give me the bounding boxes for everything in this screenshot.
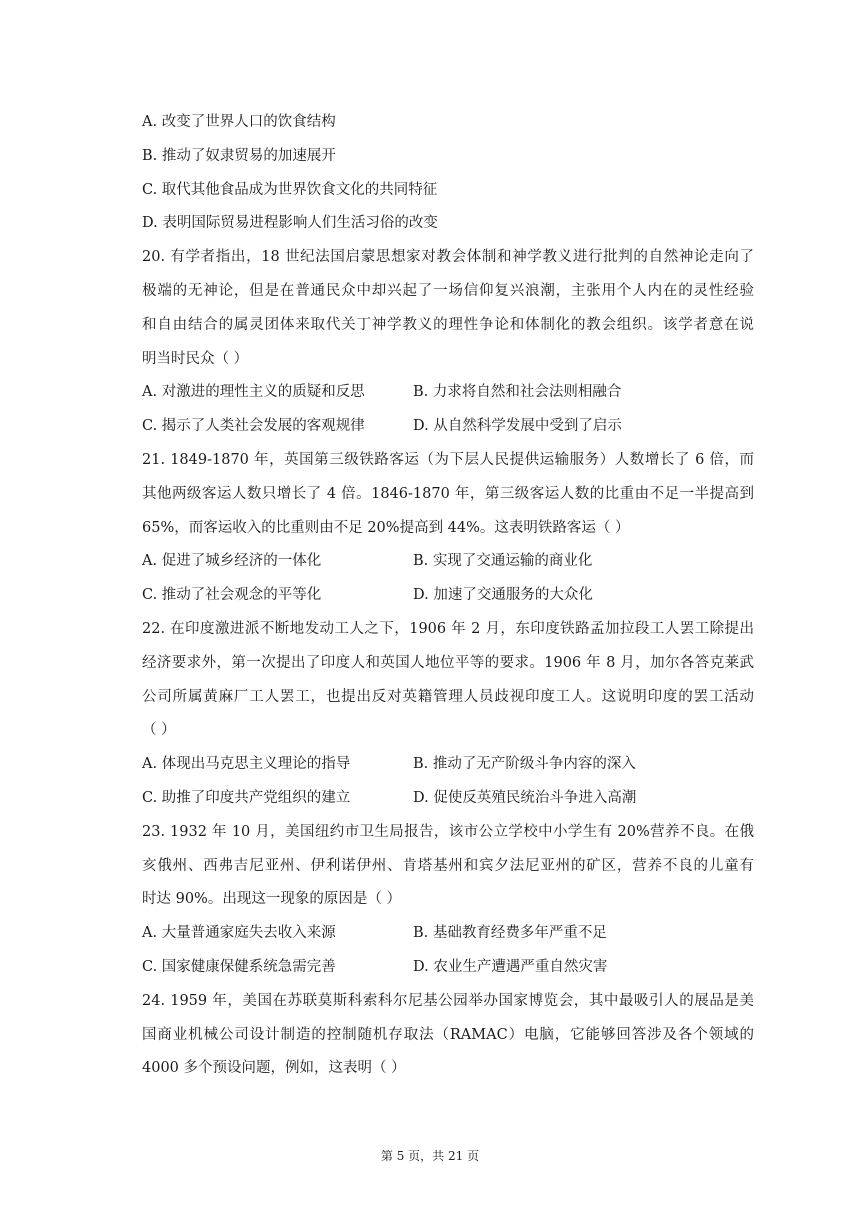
question-24 [142,985,754,1086]
q22-option-d: D. 促使反英殖民统治斗争进入高潮 [413,789,637,806]
q23-option-a: A. 大量普通家庭失去收入来源 [142,925,336,942]
page-number-label: 第 5 页，共 21 页 [380,1149,480,1163]
q21-option-c: C. 推动了社会观念的平等化 [142,587,322,604]
q23-options-row [142,917,754,951]
q23-stem-line: 亥俄州、西弗吉尼亚州、伊利诺伊州、肯塔基州和宾夕法尼亚州的矿区，营养不良的儿童有 [142,857,754,874]
q23-stem-line: 时达 90%。出现这一现象的原因是（ ） [142,891,401,908]
q24-stem-line: 4000 多个预设问题，例如，这表明（ ） [142,1060,406,1077]
question-23 [142,816,754,985]
q22-stem-line: （ ） [142,722,176,739]
q24-stem-line: 24. 1959 年，美国在苏联莫斯科索科尔尼基公园举办国家博览会，其中最吸引人的展品是美 [142,992,754,1009]
q21-stem-line: 21. 1849-1870 年，英国第三级铁路客运（为下层人民提供运输服务）人数增长了 6 倍，而 [142,451,754,468]
question-20 [142,241,754,444]
q20-option-a: A. 对激进的理性主义的质疑和反思 [142,384,365,401]
q21-options-row [142,579,754,613]
q22-stem-line: 22. 在印度激进派不断地发动工人之下，1906 年 2 月，东印度铁路孟加拉段工人罢工除提出 [142,620,754,637]
q19-option-c: C. 取代其他食品成为世界饮食文化的共同特征 [142,181,438,198]
q20-stem-line: 20. 有学者指出，18 世纪法国启蒙思想家对教会体制和神学教义进行批判的自然神论走向了 [142,249,754,266]
q20-option-c: C. 揭示了人类社会发展的客观规律 [142,418,365,435]
q23-option-d: D. 农业生产遭遇严重自然灾害 [413,958,608,975]
q23-option-c: C. 国家健康保健系统急需完善 [142,958,336,975]
q24-stem-line: 国商业机械公司设计制造的控制随机存取法（RAMAC）电脑，它能够回答涉及各个领域的 [142,1026,754,1043]
q22-options-row [142,748,754,782]
q20-stem-line: 和自由结合的属灵团体来取代关丁神学教义的理性争论和体制化的教会组织。该学者意在说 [142,316,754,333]
q23-stem-line: 23. 1932 年 10 月，美国纽约市卫生局报告，该市公立学校中小学生有 20%营养不良。在俄 [142,823,754,840]
q20-options-row [142,410,754,444]
q21-option-a: A. 促进了城乡经济的一体化 [142,553,322,570]
q20-options-row [142,376,754,410]
q21-option-d: D. 加速了交通服务的大众化 [413,587,593,604]
q20-option-b: B. 力求将自然和社会法则相融合 [413,384,622,401]
q21-options-row [142,545,754,579]
q23-options-row [142,951,754,985]
question-22 [142,613,754,816]
page-footer [0,1147,860,1164]
q21-option-b: B. 实现了交通运输的商业化 [413,553,593,570]
q22-options-row [142,782,754,816]
q22-stem-line: 公司所属黄麻厂工人罢工，也提出反对英籍管理人员歧视印度工人。这说明印度的罢工活动 [142,688,754,705]
q23-option-b: B. 基础教育经费多年严重不足 [413,925,607,942]
q22-option-c: C. 助推了印度共产党组织的建立 [142,789,351,806]
q20-stem-line: 极端的无神论，但是在普通民众中却兴起了一场信仰复兴浪潮，主张用个人内在的灵性经验 [142,282,754,299]
q21-stem-line: 65%，而客运收入的比重则由不足 20%提高到 44%。这表明铁路客运（ ） [142,519,630,536]
q22-option-b: B. 推动了无产阶级斗争内容的深入 [413,756,636,773]
question-21 [142,444,754,613]
page-content [142,106,754,1086]
q22-option-a: A. 体现出马克思主义理论的指导 [142,756,351,773]
q21-stem-line: 其他两级客运人数只增长了 4 倍。1846-1870 年，第三级客运人数的比重由不足一半提高到 [142,485,754,502]
q20-stem-line: 明当时民众（ ） [142,350,249,367]
q19-option-a: A. 改变了世界人口的饮食结构 [142,114,336,130]
q22-stem-line: 经济要求外，第一次提出了印度人和英国人地位平等的要求。1906 年 8 月，加尔各答克莱武 [142,654,754,671]
q20-option-d: D. 从自然科学发展中受到了启示 [413,418,622,435]
q19-option-d: D. 表明国际贸易进程影响人们生活习俗的改变 [142,215,438,232]
question-19-options [142,106,754,241]
q19-option-b: B. 推动了奴隶贸易的加速展开 [142,147,336,164]
